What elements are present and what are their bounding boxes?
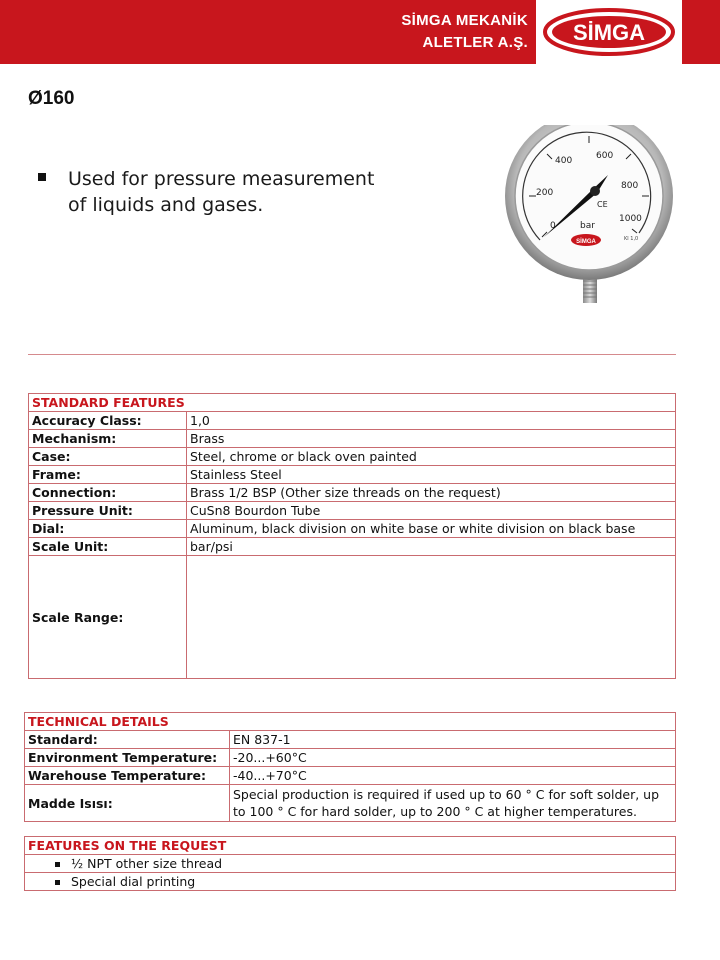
row-label: Mechanism: <box>29 430 187 448</box>
row-label: Warehouse Temperature: <box>25 767 230 785</box>
features-on-request-heading: FEATURES ON THE REQUEST <box>25 837 676 855</box>
scale-label-600: 600 <box>596 151 614 161</box>
table-row <box>29 484 676 502</box>
table-row <box>25 731 676 749</box>
scale-label-800: 800 <box>621 181 639 191</box>
row-value-line2: to 100 ° C for hard solder, up to 200 ° C at higher temperatures. <box>233 804 637 819</box>
request-item-text: ½ NPT other size thread <box>71 856 223 871</box>
row-value-line1: Special production is required if used up to 60 ° C for soft solder, up <box>233 787 660 802</box>
row-label: Madde Isısı: <box>25 785 230 822</box>
description-text: Used for pressure measurement of liquids and gases. <box>68 168 375 216</box>
table-row <box>29 556 676 679</box>
ce-mark: CE <box>597 200 608 209</box>
table-row <box>29 448 676 466</box>
table-row <box>29 412 676 430</box>
product-description <box>38 166 398 218</box>
row-value: Steel, chrome or black oven painted <box>187 448 676 466</box>
list-item <box>25 855 676 873</box>
brand-logo <box>536 0 682 64</box>
model-title: Ø160 <box>28 88 75 109</box>
row-value: Aluminum, black division on white base or white division on black base <box>187 520 676 538</box>
class-mark: Kl 1,0 <box>624 236 639 242</box>
row-label: Standard: <box>25 731 230 749</box>
row-value: 1,0 <box>187 412 676 430</box>
table-row <box>29 466 676 484</box>
row-label: Connection: <box>29 484 187 502</box>
scale-label-1000: 1000 <box>619 214 642 224</box>
row-value: Brass <box>187 430 676 448</box>
table-row <box>29 520 676 538</box>
standard-features-table <box>28 393 676 679</box>
company-name-line2: ALETLER A.Ş. <box>422 34 528 51</box>
row-label: Accuracy Class: <box>29 412 187 430</box>
table-row <box>29 502 676 520</box>
row-label: Scale Unit: <box>29 538 187 556</box>
table-row <box>29 430 676 448</box>
request-item <box>25 855 676 873</box>
table-row <box>29 538 676 556</box>
row-value: CuSn8 Bourdon Tube <box>187 502 676 520</box>
technical-details-table <box>24 712 676 822</box>
row-value <box>187 556 676 679</box>
request-item <box>25 873 676 891</box>
scale-label-200: 200 <box>536 188 554 198</box>
request-item-text: Special dial printing <box>71 874 196 889</box>
bullet-icon <box>38 173 46 181</box>
table-row <box>25 785 676 822</box>
row-label: Frame: <box>29 466 187 484</box>
row-value: Stainless Steel <box>187 466 676 484</box>
technical-details-heading: TECHNICAL DETAILS <box>25 713 676 731</box>
gauge-logo-text: SİMGA <box>576 239 596 245</box>
row-label: Scale Range: <box>29 556 187 679</box>
row-value: bar/psi <box>187 538 676 556</box>
scale-label-400: 400 <box>555 156 573 166</box>
row-value: -40...+70°C <box>230 767 676 785</box>
header-banner <box>0 0 720 64</box>
section-divider <box>28 354 676 355</box>
pressure-gauge-image <box>500 125 680 310</box>
row-value: Brass 1/2 BSP (Other size threads on the request) <box>187 484 676 502</box>
features-on-request-table <box>24 836 676 891</box>
scale-label-0: 0 <box>550 221 556 231</box>
company-name-line1: SİMGA MEKANİK <box>401 12 528 29</box>
table-row <box>25 767 676 785</box>
logo-text: SİMGA <box>572 20 646 45</box>
row-value <box>230 785 676 822</box>
row-label: Case: <box>29 448 187 466</box>
standard-features-heading: STANDARD FEATURES <box>29 394 676 412</box>
gauge-unit: bar <box>580 221 595 231</box>
company-name <box>401 10 528 54</box>
row-value: EN 837-1 <box>230 731 676 749</box>
row-value: -20...+60°C <box>230 749 676 767</box>
row-label: Environment Temperature: <box>25 749 230 767</box>
table-row <box>25 749 676 767</box>
row-label: Pressure Unit: <box>29 502 187 520</box>
row-label: Dial: <box>29 520 187 538</box>
list-item <box>25 873 676 891</box>
